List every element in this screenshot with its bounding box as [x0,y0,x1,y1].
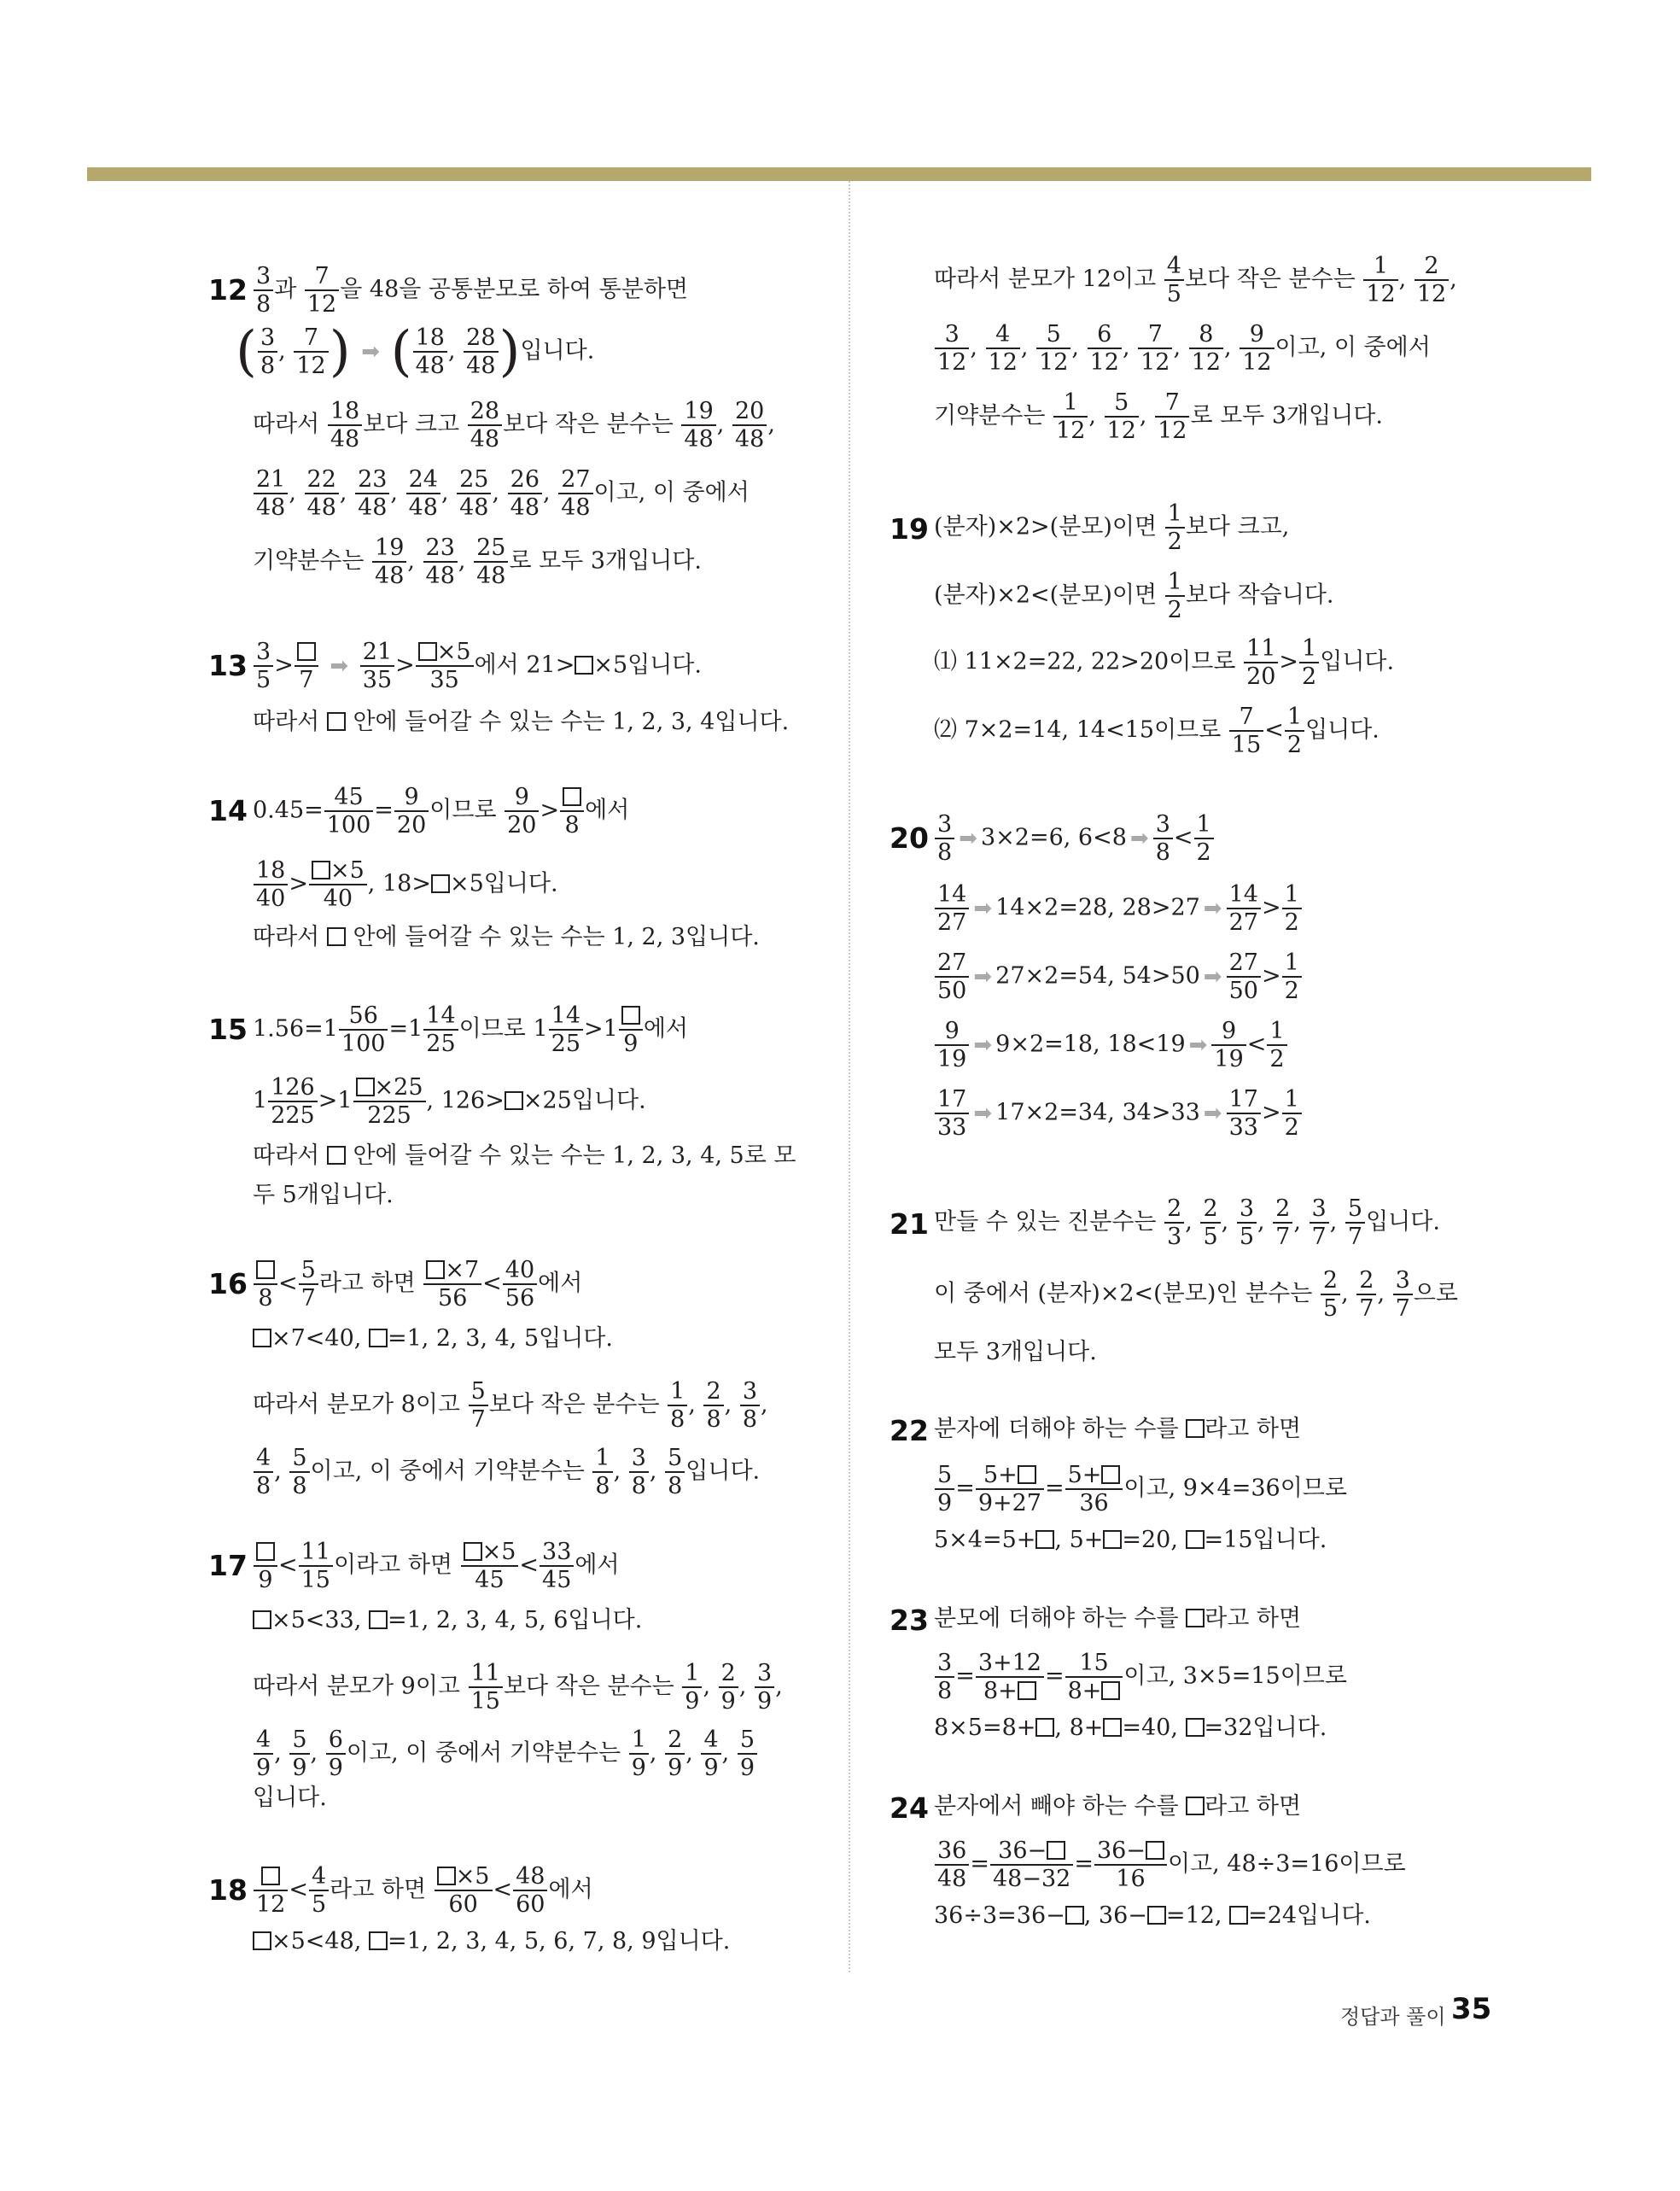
solution-line: (분자)×2>(분모)이면 $\frac{1}{2}$ 보다 크고, [934,500,1290,555]
fraction: $\frac{9}{12}$ [1240,321,1274,376]
blank-box [369,1931,388,1950]
parenthesis: ) [329,320,351,383]
fraction: $\frac{28}{48}$ [468,398,502,453]
solution-line: 36÷3=36− , 36− =12, =24입니다. [934,1902,1371,1929]
fraction: $\frac{3}{8}$ [935,1650,954,1704]
solution-line: $\frac{5}{9}$ = $\frac{5+}{9+27}$ = $\frac{5+}{36}$ 이고, 9×4=36이므로 [934,1462,1347,1516]
fraction: $\frac{45}{100}$ [324,784,374,838]
solution-line: $\frac{3}{12}$ , $\frac{4}{12}$ , $\frac{5}{12}$ , $\frac{6}{12}$ , $\frac{7}{12}$ , $\frac{8}{12}$ , $\frac{9}{12}$ 이고, 이 중에서 [934,321,1431,376]
fraction: $\frac{23}{48}$ [355,466,389,521]
fraction: $\frac{5}{7}$ [299,1257,318,1312]
fraction: $\frac{\times 5}{40}$ [309,857,367,912]
fraction: $\frac{11}{15}$ [299,1539,333,1593]
fraction: $\frac{\times 7}{56}$ [423,1257,481,1312]
fraction: $\frac{1}{2}$ [1282,881,1302,936]
blank-box [1186,1609,1205,1627]
blank-box [1101,1681,1120,1700]
parenthesis: ( [390,320,412,383]
fraction: $\frac{3}{9}$ [755,1660,774,1715]
fraction: $\frac{21}{35}$ [360,639,394,693]
blank-box [1186,1797,1205,1815]
fraction: $\frac{3}{8}$ [1153,811,1173,866]
blank-box [1065,1906,1084,1925]
fraction: $\frac{33}{45}$ [540,1539,574,1593]
fraction: $\frac{3}{7}$ [1310,1195,1329,1250]
page-number: 35 [1451,1992,1492,2026]
solution-line: $\frac{4}{9}$ , $\frac{5}{9}$ , $\frac{6}{9}$ 이고, 이 중에서 기약분수는 $\frac{1}{9}$ , $\frac{2}{9}$ , $\frac{4}{9}$ , $\frac{5}{9}$ [253,1727,758,1781]
fraction: $\frac{2}{8}$ [703,1378,723,1433]
solution-line: $\frac{18}{40}$ > $\frac{\times 5}{40}$ , 18> ×5입니다. [253,857,558,912]
blank-box [1101,1465,1120,1484]
solution-line: 12 < $\frac{4}{5}$ 라고 하면 $\frac{\times 5}{60}$ < $\frac{48}{60}$ 에서 [253,1863,593,1918]
solution-line: 1 $\frac{126}{225}$ >1 $\frac{\times 25}{225}$ , 126> ×25입니다. [253,1074,646,1129]
solution-line: $\frac{3}{8}$ ➡ 3×2=6, 6<8 ➡ $\frac{3}{8}$ < $\frac{1}{2}$ [934,811,1215,866]
solution-line: 1.56=1 $\frac{56}{100}$ =1 $\frac{14}{25}$ 이므로 1 $\frac{14}{25}$ >1 9 에서 [253,1002,688,1057]
solution-line: $\frac{3}{8}$ 과 $\frac{7}{12}$ 을 48을 공통분모로 하여 통분하면 [253,263,688,318]
fraction: $\frac{5}{9}$ [289,1727,309,1781]
solution-line: 두 5개입니다. [253,1182,394,1208]
fraction: $\frac{3}{12}$ [935,321,969,376]
parenthesis: ) [499,320,521,383]
blank-box [261,1867,280,1885]
arrow-icon: ➡ [973,1031,993,1058]
solution-line: 5×4=5+ , 5+ =20, =15입니다. [934,1527,1327,1553]
blank-box [505,1091,523,1110]
blank-box [1103,1530,1122,1549]
fraction: 8 [560,784,584,838]
solution-line: 0.45= $\frac{45}{100}$ = $\frac{9}{20}$ 이므로 $\frac{9}{20}$ > 8 에서 [253,784,630,838]
solution-line: ×7<40, =1, 2, 3, 4, 5입니다. [253,1323,613,1354]
fraction: $\frac{\times 5}{45}$ [461,1539,519,1593]
arrow-icon: ➡ [959,825,977,851]
fraction: $\frac{7}{12}$ [305,263,339,318]
blank-box [253,1329,271,1347]
fraction: 7 [295,639,318,693]
fraction: $\frac{1}{2}$ [1165,569,1185,623]
solution-line: $\frac{21}{48}$ , $\frac{22}{48}$ , $\frac{23}{48}$ , $\frac{24}{48}$ , $\frac{25}{48}$ , $\frac{26}{48}$ , $\frac{27}{48}$ 이고, 이 중에서 [253,466,750,521]
fraction: $\frac{3+12}{8+}$ [976,1650,1044,1704]
fraction: $\frac{6}{12}$ [1088,321,1122,376]
solution-line: 분모에 더해야 하는 수를 라고 하면 [934,1605,1302,1632]
blank-box [1047,1841,1065,1860]
fraction: $\frac{9}{20}$ [394,784,429,838]
blank-box [253,1610,271,1629]
solution-line: 9 < $\frac{11}{15}$ 이라고 하면 $\frac{\times 5}{45}$ < $\frac{33}{45}$ 에서 [253,1539,620,1593]
solution-line: ⑴ 11×2=22, 22>20이므로 $\frac{11}{20}$ > $\frac{1}{2}$ 입니다. [934,635,1395,690]
arrow-icon: ➡ [973,963,993,990]
fraction: $\frac{23}{48}$ [423,535,458,589]
blank-box [418,642,437,661]
solution-line: 기약분수는 $\frac{19}{48}$ , $\frac{23}{48}$ , $\frac{25}{48}$ 로 모두 3개입니다. [253,535,702,589]
blank-box [1229,1906,1248,1925]
fraction: $\frac{14}{25}$ [549,1002,583,1057]
fraction: $\frac{27}{48}$ [558,466,592,521]
fraction: $\frac{5}{8}$ [665,1445,685,1499]
arrow-icon: ➡ [1188,1031,1208,1058]
fraction: $\frac{36}{48}$ [935,1838,969,1892]
fraction: $\frac{48}{60}$ [513,1863,547,1918]
fraction: $\frac{25}{48}$ [474,535,508,589]
fraction: $\frac{25}{48}$ [457,466,491,521]
arrow-icon: ➡ [1129,825,1149,851]
solution-line: $\frac{27}{50}$ ➡ 27×2=54, 54>50 ➡ $\frac{27}{50}$ > $\frac{1}{2}$ [934,949,1303,1004]
fraction: $\frac{2}{5}$ [1321,1267,1340,1322]
fraction: 8 [254,1257,277,1312]
solution-line: $\frac{36}{48}$ = $\frac{36-}{48-32}$ = $\frac{36-}{16}$ 이고, 48÷3=16이므로 [934,1838,1406,1892]
solution-line: ×5<48, =1, 2, 3, 4, 5, 6, 7, 8, 9입니다. [253,1926,730,1957]
solution-line: $\frac{3}{5}$ > 7 ➡ $\frac{21}{35}$ > $\frac{\times 5}{35}$ 에서 21> ×5입니다. [253,639,702,693]
fraction: $\frac{2}{12}$ [1415,253,1449,307]
fraction: $\frac{18}{48}$ [328,398,362,453]
solution-line: 이 중에서 (분자)×2<(분모)인 분수는 $\frac{2}{5}$ , $\frac{2}{7}$ , $\frac{3}{7}$ 으로 [934,1267,1458,1322]
fraction: $\frac{27}{50}$ [1227,949,1261,1004]
fraction: $\frac{4}{8}$ [254,1445,273,1499]
blank-box [563,787,581,806]
fraction: $\frac{5}{7}$ [1345,1195,1365,1250]
fraction: $\frac{3}{5}$ [254,639,273,693]
problem-number: 18 [208,1873,248,1907]
fraction: $\frac{17}{33}$ [1227,1086,1261,1141]
fraction: $\frac{1}{9}$ [682,1660,702,1715]
problem-number: 19 [890,512,929,546]
blank-box [297,642,316,661]
fraction: $\frac{1}{8}$ [592,1445,612,1499]
fraction: $\frac{18}{48}$ [413,324,447,379]
solution-line: 따라서 안에 들어갈 수 있는 수는 1, 2, 3, 4입니다. [253,709,790,735]
solution-line: $\frac{17}{33}$ ➡ 17×2=34, 34>33 ➡ $\frac{17}{33}$ > $\frac{1}{2}$ [934,1086,1303,1141]
solution-line: (분자)×2<(분모)이면 $\frac{1}{2}$ 보다 작습니다. [934,569,1334,623]
fraction: 9 [254,1539,277,1593]
solution-line: 따라서 분모가 12이고 $\frac{4}{5}$ 보다 작은 분수는 $\frac{1}{12}$ , $\frac{2}{12}$ , [934,253,1457,307]
fraction: $\frac{1}{8}$ [668,1378,687,1433]
blank-box [327,1146,346,1165]
fraction: $\frac{4}{12}$ [986,321,1020,376]
problem-number: 23 [890,1604,929,1637]
fraction: $\frac{3}{8}$ [740,1378,760,1433]
fraction: $\frac{3}{5}$ [1237,1195,1257,1250]
fraction: $\frac{56}{100}$ [339,1002,388,1057]
arrow-icon: ➡ [330,652,349,679]
fraction: $\frac{21}{48}$ [254,466,288,521]
fraction: $\frac{6}{9}$ [326,1727,346,1781]
solution-line: 만들 수 있는 진분수는 $\frac{2}{3}$ , $\frac{2}{5}$ , $\frac{3}{5}$ , $\frac{2}{7}$ , $\frac{3}{7}$ , $\frac{5}{7}$ 입니다. [934,1195,1440,1250]
fraction: $\frac{\times 5}{60}$ [435,1863,493,1918]
blank-box [464,1542,482,1561]
fraction: $\frac{5}{12}$ [1105,389,1139,444]
fraction: $\frac{8}{12}$ [1189,321,1223,376]
solution-line: 분자에 더해야 하는 수를 라고 하면 [934,1416,1302,1442]
fraction: $\frac{1}{12}$ [1053,389,1088,444]
problem-number: 15 [208,1013,248,1046]
blank-box [1146,1841,1164,1860]
blank-box [312,861,330,879]
fraction: $\frac{7}{12}$ [1155,389,1189,444]
blank-box [426,1260,445,1279]
problem-number: 24 [890,1791,929,1825]
fraction: $\frac{126}{225}$ [268,1074,318,1129]
fraction: $\frac{2}{7}$ [1356,1267,1376,1322]
arrow-icon: ➡ [361,338,381,365]
solution-line: 입니다. [253,1785,327,1811]
solution-line: 따라서 $\frac{18}{48}$ 보다 크고 $\frac{28}{48}$ 보다 작은 분수는 $\frac{19}{48}$ , $\frac{20}{48}$ , [253,398,775,453]
fraction: $\frac{3}{7}$ [1393,1267,1413,1322]
blank-box [1018,1465,1036,1484]
top-accent-bar [87,167,1591,181]
fraction: $\frac{4}{5}$ [1164,253,1184,307]
fraction: $\frac{7}{12}$ [1138,321,1172,376]
fraction: $\frac{17}{33}$ [935,1086,969,1141]
fraction: $\frac{36-}{48-32}$ [990,1838,1073,1892]
fraction: $\frac{14}{27}$ [935,881,969,936]
solution-line: 모두 3개입니다. [934,1339,1097,1365]
fraction: $\frac{1}{9}$ [629,1727,649,1781]
fraction: $\frac{5}{9}$ [935,1462,954,1516]
blank-box [256,1260,275,1279]
column-divider [849,181,850,1972]
fraction: $\frac{7}{12}$ [294,324,328,379]
fraction: $\frac{1}{2}$ [1282,1086,1302,1141]
solution-line: 8 < $\frac{5}{7}$ 라고 하면 $\frac{\times 7}{56}$ < $\frac{40}{56}$ 에서 [253,1257,582,1312]
solution-line: $\frac{3}{8}$ = $\frac{3+12}{8+}$ = $\frac{15}{8+}$ 이고, 3×5=15이므로 [934,1650,1347,1704]
fraction: $\frac{2}{7}$ [1273,1195,1292,1250]
fraction: $\frac{3}{8}$ [629,1445,649,1499]
solution-line: 따라서 안에 들어갈 수 있는 수는 1, 2, 3입니다. [253,924,760,950]
fraction: $\frac{\times 5}{35}$ [416,639,474,693]
fraction: $\frac{5}{9}$ [738,1727,757,1781]
blank-box [369,1610,388,1629]
arrow-icon: ➡ [973,1100,993,1126]
parenthesis: ( [236,320,257,383]
blank-box [431,874,450,893]
blank-box [1018,1681,1036,1700]
blank-box [369,1329,388,1347]
fraction: $\frac{18}{40}$ [254,857,288,912]
solution-line: $\frac{14}{27}$ ➡ 14×2=28, 28>27 ➡ $\frac{14}{27}$ > $\frac{1}{2}$ [934,881,1303,936]
fraction: $\frac{22}{48}$ [305,466,339,521]
arrow-icon: ➡ [1203,895,1222,921]
fraction: $\frac{27}{50}$ [935,949,969,1004]
solution-line: 따라서 분모가 8이고 $\frac{5}{7}$ 보다 작은 분수는 $\frac{1}{8}$ , $\frac{2}{8}$ , $\frac{3}{8}$ , [253,1378,768,1433]
solution-line: $\frac{9}{19}$ ➡ 9×2=18, 18<19 ➡ $\frac{9}{19}$ < $\frac{1}{2}$ [934,1018,1288,1072]
solution-line: ⑵ 7×2=14, 14<15이므로 $\frac{7}{15}$ < $\frac{1}{2}$ 입니다. [934,704,1380,758]
fraction: $\frac{40}{56}$ [503,1257,537,1312]
blank-box [1186,1530,1205,1549]
fraction: $\frac{5}{12}$ [1036,321,1070,376]
solution-line: ×5<33, =1, 2, 3, 4, 5, 6입니다. [253,1605,642,1636]
arrow-icon: ➡ [973,895,993,921]
fraction: $\frac{9}{19}$ [935,1018,969,1072]
fraction: $\frac{26}{48}$ [508,466,542,521]
fraction: 12 [254,1863,288,1918]
problem-number: 21 [890,1207,929,1241]
solution-line: 8×5=8+ , 8+ =40, =32입니다. [934,1715,1327,1741]
problem-number: 14 [208,794,248,827]
blank-box [1035,1718,1054,1737]
fraction: $\frac{3}{8}$ [254,263,273,318]
problem-number: 22 [890,1414,929,1447]
arrow-icon: ➡ [1203,1100,1222,1126]
fraction: $\frac{11}{15}$ [469,1660,503,1715]
blank-box [1103,1718,1122,1737]
fraction: $\frac{5+}{9+27}$ [976,1462,1044,1516]
problem-number: 12 [208,273,248,307]
blank-box [253,1931,271,1950]
fraction: $\frac{1}{2}$ [1285,704,1304,758]
blank-box [1035,1530,1054,1549]
fraction: $\frac{5}{7}$ [469,1378,488,1433]
blank-box [1147,1906,1166,1925]
blank-box [356,1078,375,1096]
arrow-icon: ➡ [1203,963,1222,990]
fraction: $\frac{36-}{16}$ [1094,1838,1167,1892]
fraction: $\frac{4}{9}$ [254,1727,273,1781]
fraction: $\frac{2}{5}$ [1200,1195,1220,1250]
fraction: $\frac{2}{9}$ [719,1660,738,1715]
blank-box [256,1542,275,1561]
fraction: $\frac{1}{2}$ [1165,500,1185,555]
fraction: $\frac{3}{8}$ [258,324,277,379]
solution-line: 따라서 안에 들어갈 수 있는 수는 1, 2, 3, 4, 5로 모 [253,1142,796,1169]
fraction: $\frac{1}{2}$ [1299,635,1319,690]
blank-box [437,1867,456,1885]
fraction: $\frac{\times 25}{225}$ [353,1074,426,1129]
problem-number: 16 [208,1267,248,1300]
solution-line: 기약분수는 $\frac{1}{12}$ , $\frac{5}{12}$ , $\frac{7}{12}$ 로 모두 3개입니다. [934,389,1383,444]
fraction: $\frac{5}{8}$ [289,1445,309,1499]
problem-number: 13 [208,649,248,682]
blank-box [1186,1718,1205,1737]
fraction: $\frac{9}{20}$ [505,784,539,838]
fraction: $\frac{14}{27}$ [1227,881,1261,936]
fraction: $\frac{1}{12}$ [1363,253,1397,307]
fraction: $\frac{1}{2}$ [1267,1018,1286,1072]
fraction: $\frac{19}{48}$ [372,535,406,589]
footer-label: 정답과 풀이 [1340,2005,1446,2029]
fraction: $\frac{7}{15}$ [1229,704,1263,758]
fraction: $\frac{14}{25}$ [423,1002,458,1057]
blank-box [621,1006,640,1025]
fraction: $\frac{28}{48}$ [464,324,498,379]
solution-line: 분자에서 빼야 하는 수를 라고 하면 [934,1793,1302,1820]
fraction: $\frac{15}{8+}$ [1065,1650,1123,1704]
blank-box [327,927,346,946]
problem-number: 17 [208,1549,248,1582]
fraction: $\frac{3}{8}$ [935,811,954,866]
fraction: $\frac{20}{48}$ [732,398,767,453]
blank-box [1186,1419,1205,1438]
fraction: $\frac{19}{48}$ [681,398,715,453]
solution-line: ( $\frac{3}{8}$ , $\frac{7}{12}$ ) ➡ ( $\frac{18}{48}$ , $\frac{28}{48}$ )입니다. [236,320,595,383]
fraction: $\frac{9}{19}$ [1211,1018,1245,1072]
fraction: $\frac{4}{9}$ [701,1727,720,1781]
fraction: $\frac{1}{2}$ [1194,811,1214,866]
fraction: $\frac{2}{9}$ [665,1727,685,1781]
fraction: 9 [619,1002,643,1057]
fraction: $\frac{5+}{36}$ [1065,1462,1123,1516]
solution-line: 따라서 분모가 9이고 $\frac{11}{15}$ 보다 작은 분수는 $\frac{1}{9}$ , $\frac{2}{9}$ , $\frac{3}{9}$ , [253,1660,783,1715]
solution-line: $\frac{4}{8}$ , $\frac{5}{8}$ 이고, 이 중에서 기약분수는 $\frac{1}{8}$ , $\frac{3}{8}$ , $\frac{5}{8}$ 입니다. [253,1445,760,1499]
fraction: $\frac{1}{2}$ [1282,949,1302,1004]
blank-box [575,656,593,675]
fraction: $\frac{2}{3}$ [1164,1195,1184,1250]
problem-number: 20 [890,821,929,855]
blank-box [327,712,346,731]
fraction: $\frac{4}{5}$ [309,1863,329,1918]
fraction: $\frac{24}{48}$ [406,466,440,521]
fraction: $\frac{11}{20}$ [1244,635,1278,690]
